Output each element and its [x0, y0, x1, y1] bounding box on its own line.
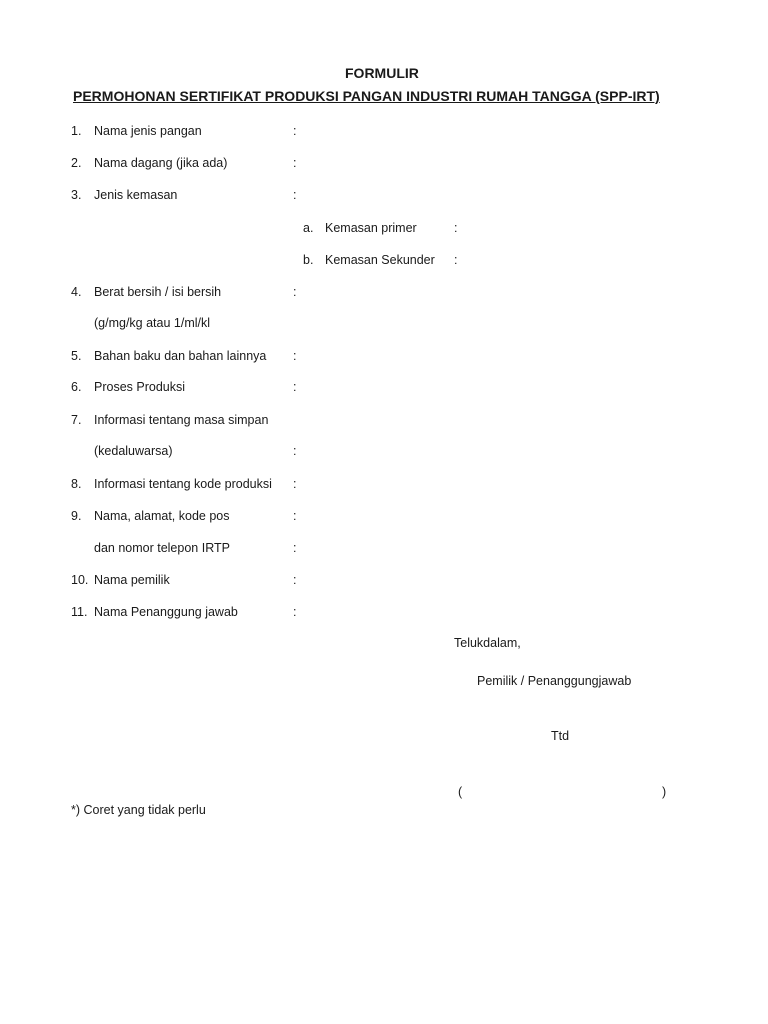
field-colon: :: [293, 605, 297, 619]
signature-paren-open: (: [458, 785, 463, 799]
field-colon: :: [293, 188, 297, 202]
field-colon: :: [293, 509, 297, 523]
field-colon: :: [293, 349, 297, 363]
field-label-jenis-kemasan: Jenis kemasan: [94, 188, 178, 202]
footnote: *) Coret yang tidak perlu: [71, 803, 206, 817]
field-number: 7.: [71, 413, 82, 427]
field-label-nama-jenis-pangan: Nama jenis pangan: [94, 124, 202, 138]
field-label-nama-pemilik: Nama pemilik: [94, 573, 170, 587]
field-label-bahan-baku: Bahan baku dan bahan lainnya: [94, 349, 267, 363]
field-colon: :: [454, 221, 458, 235]
field-label-penanggung-jawab: Nama Penanggung jawab: [94, 605, 238, 619]
field-label-berat-bersih: Berat bersih / isi bersih: [94, 285, 222, 299]
field-number: 2.: [71, 156, 82, 170]
signature-role: Pemilik / Penanggungjawab: [477, 674, 632, 688]
field-number: 3.: [71, 188, 82, 202]
field-colon: :: [293, 477, 297, 491]
field-number: 11.: [71, 605, 88, 619]
field-colon: :: [293, 573, 297, 587]
field-number: b.: [303, 253, 314, 267]
field-label-alamat: Nama, alamat, kode pos: [94, 509, 230, 523]
signature-paren-close: ): [662, 785, 667, 799]
field-number: 8.: [71, 477, 82, 491]
field-label-proses-produksi: Proses Produksi: [94, 380, 186, 394]
field-colon: :: [293, 380, 297, 394]
form-subtitle: PERMOHONAN SERTIFIKAT PRODUKSI PANGAN INDUSTRI RUMAH TANGGA (SPP-IRT): [73, 88, 660, 104]
field-number: 6.: [71, 380, 82, 394]
field-label-telepon: dan nomor telepon IRTP: [94, 541, 230, 555]
field-colon: :: [293, 541, 297, 555]
field-number: 1.: [71, 124, 82, 138]
field-number: a.: [303, 221, 314, 235]
field-colon: :: [293, 444, 297, 458]
field-label-masa-simpan: Informasi tentang masa simpan: [94, 413, 269, 427]
field-label-kode-produksi: Informasi tentang kode produksi: [94, 477, 272, 491]
field-colon: :: [454, 253, 458, 267]
field-number: 10.: [71, 573, 89, 587]
field-label-kemasan-sekunder: Kemasan Sekunder: [325, 253, 435, 267]
field-number: 5.: [71, 349, 82, 363]
signature-place: Telukdalam,: [454, 636, 521, 650]
signature-ttd: Ttd: [551, 729, 570, 743]
field-label-satuan: (g/mg/kg atau 1/ml/kl: [94, 316, 211, 330]
field-number: 4.: [71, 285, 82, 299]
form-title: FORMULIR: [345, 65, 419, 81]
field-colon: :: [293, 156, 297, 170]
field-label-kemasan-primer: Kemasan primer: [325, 221, 417, 235]
field-label-nama-dagang: Nama dagang (jika ada): [94, 156, 228, 170]
field-label-kedaluwarsa: (kedaluwarsa): [94, 444, 173, 458]
field-number: 9.: [71, 509, 82, 523]
field-colon: :: [293, 124, 297, 138]
field-colon: :: [293, 285, 297, 299]
